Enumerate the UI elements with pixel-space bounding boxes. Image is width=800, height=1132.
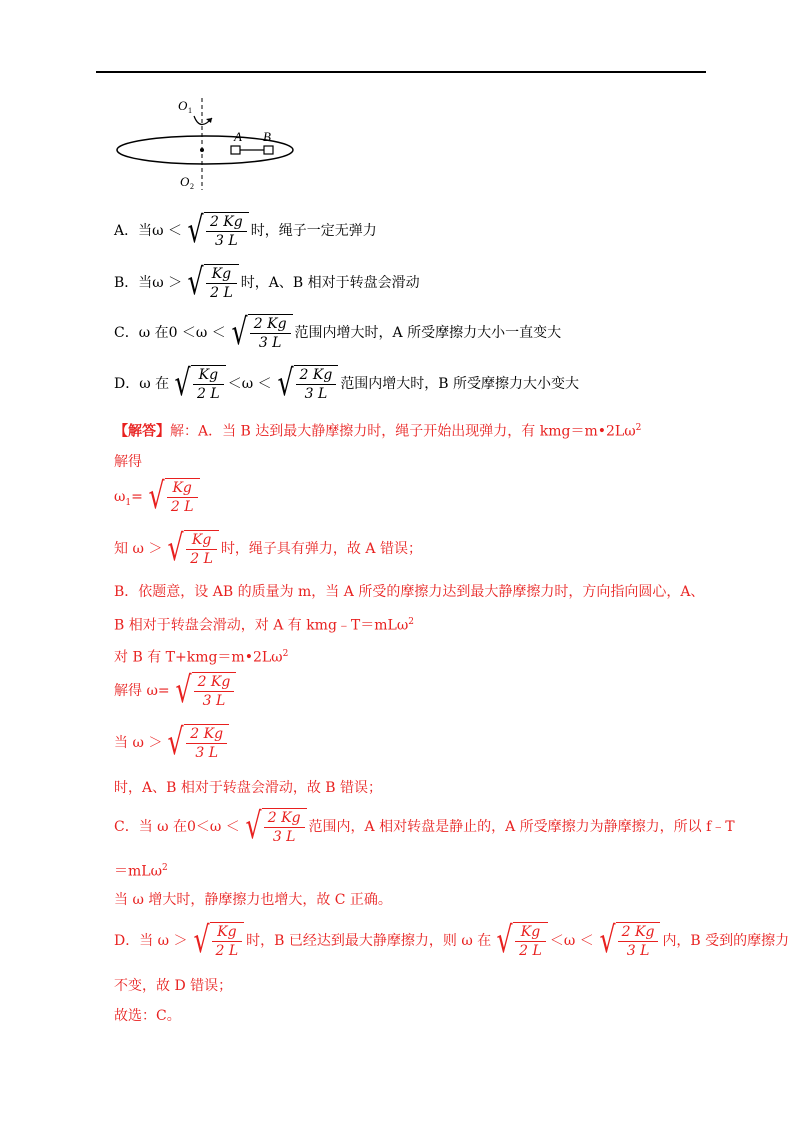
answer-text: 解：A．当 B 达到最大静摩擦力时，绳子开始出现弹力，有 kmg＝m•2Lω	[170, 423, 636, 440]
frac-num: Kg	[515, 923, 546, 942]
answer-tag: 【解答】	[114, 423, 170, 440]
label-b: B	[263, 129, 271, 144]
answer-text: ＝mLω	[114, 863, 162, 880]
answer-line-12	[114, 858, 168, 882]
answer-line-15	[114, 976, 232, 996]
answer-text: 内，B 受到的摩擦力	[662, 933, 790, 949]
sqrt-icon: √ $\frac{2 Kg}{3 L}$	[228, 314, 293, 352]
header-rule	[96, 71, 706, 73]
frac-num: 2 Kg	[206, 213, 247, 232]
frac-den: 3 L	[272, 829, 296, 845]
frac-den: 3 L	[258, 335, 282, 351]
answer-text: 解得 ω=	[114, 683, 170, 699]
answer-text: 对 B 有 T+kmg＝m•2Lω	[114, 649, 283, 666]
option-d-middle: ＜ω ＜	[227, 376, 272, 392]
frac-num: 2 Kg	[296, 366, 337, 385]
answer-line-14	[114, 922, 789, 960]
block-a	[231, 146, 240, 154]
frac-num: 2 Kg	[186, 725, 227, 744]
answer-text: 当 ω 增大时，静摩擦力也增大，故 C 正确。	[114, 892, 392, 908]
frac-num: 2 Kg	[194, 673, 235, 692]
sqrt-icon: √ $\frac{2 Kg}{3 L}$	[274, 365, 339, 403]
option-c-suffix: 范围内增大时，A 所受摩擦力大小一直变大	[294, 325, 562, 341]
answer-text: B 相对于转盘会滑动，对 A 有 kmg﹣T＝mLω	[114, 617, 409, 634]
superscript: 2	[635, 423, 642, 433]
block-b	[264, 146, 273, 154]
axis-center-dot	[200, 148, 204, 152]
answer-text: 知 ω ＞	[114, 541, 163, 557]
answer-line-9	[114, 724, 231, 762]
sqrt-icon: √ $\frac{Kg}{2 L}$	[164, 530, 219, 568]
option-b	[114, 264, 420, 302]
superscript: 2	[282, 649, 289, 659]
sqrt-icon: √ $\frac{2 Kg}{3 L}$	[596, 922, 661, 960]
sqrt-icon: √ $\frac{Kg}{2 L}$	[493, 922, 548, 960]
answer-text: 不变，故 D 错误；	[114, 978, 233, 994]
answer-text: 解得	[114, 454, 142, 470]
subscript: 1	[125, 497, 132, 508]
answer-text: D．当 ω ＞	[114, 933, 188, 949]
answer-text: 故选：C。	[114, 1008, 181, 1024]
option-a-prefix: A．当ω ＜	[114, 223, 182, 239]
label-o1: O	[178, 98, 188, 113]
option-c	[114, 314, 561, 352]
frac-num: Kg	[212, 923, 243, 942]
option-b-suffix: 时，A、B 相对于转盘会滑动	[240, 275, 420, 291]
frac-num: Kg	[193, 366, 224, 385]
option-d	[114, 365, 579, 403]
answer-line-4	[114, 530, 422, 568]
answer-text: 时，绳子具有弹力，故 A 错误；	[220, 541, 422, 557]
equals-sign: =	[131, 489, 143, 505]
answer-text: 范围内，A 相对转盘是静止的，A 所受摩擦力为静摩擦力，所以 f﹣T	[308, 819, 735, 835]
answer-line-2	[114, 452, 142, 472]
superscript: 2	[162, 863, 168, 873]
answer-line-6	[114, 612, 414, 636]
option-a-suffix: 时，绳子一定无弹力	[250, 223, 377, 239]
frac-den: 2 L	[210, 285, 233, 301]
label-a: A	[234, 129, 242, 144]
answer-line-3	[114, 478, 202, 516]
turntable-figure	[110, 92, 310, 192]
sqrt-icon: √ $\frac{2 Kg}{3 L}$	[184, 212, 249, 250]
option-d-prefix: D．ω 在	[114, 376, 170, 392]
answer-line-8	[114, 672, 238, 710]
frac-den: 2 L	[197, 386, 220, 402]
frac-den: 3 L	[304, 386, 328, 402]
answer-text: 时，A、B 相对于转盘会滑动，故 B 错误；	[114, 780, 383, 796]
answer-line-13	[114, 890, 392, 910]
sqrt-icon: √ $\frac{Kg}{2 L}$	[184, 264, 239, 302]
answer-line-1	[114, 418, 641, 442]
frac-den: 3 L	[195, 745, 218, 761]
answer-line-16	[114, 1006, 181, 1026]
label-o2-sub: 2	[190, 182, 194, 191]
frac-num: Kg	[186, 531, 217, 550]
sqrt-icon: √ $\frac{Kg}{2 L}$	[171, 365, 226, 403]
answer-line-10	[114, 778, 382, 798]
frac-den: 3 L	[215, 233, 238, 249]
option-a	[114, 212, 377, 250]
option-d-suffix: 范围内增大时，B 所受摩擦力大小变大	[340, 376, 580, 392]
frac-den: 2 L	[519, 943, 542, 959]
answer-line-11	[114, 808, 735, 846]
frac-num: Kg	[167, 479, 198, 498]
answer-text: ＜ω ＜	[549, 933, 594, 949]
frac-den: 2 L	[170, 499, 194, 515]
sqrt-icon: √ $\frac{2 Kg}{3 L}$	[172, 672, 237, 710]
omega-symbol: ω	[114, 489, 126, 505]
frac-den: 3 L	[202, 693, 226, 709]
answer-text: 当 ω ＞	[114, 735, 163, 751]
frac-den: 2 L	[215, 943, 239, 959]
label-o2: O	[180, 174, 190, 189]
sqrt-icon: √ $\frac{Kg}{2 L}$	[190, 922, 245, 960]
answer-text: C．当 ω 在0＜ω ＜	[114, 819, 240, 835]
frac-num: Kg	[206, 265, 237, 284]
sqrt-icon: √ $\frac{Kg}{2 L}$	[145, 478, 200, 516]
frac-num: 2 Kg	[618, 923, 659, 942]
sqrt-icon: √ $\frac{2 Kg}{3 L}$	[242, 808, 307, 846]
frac-den: 2 L	[190, 551, 213, 567]
superscript: 2	[408, 617, 414, 627]
answer-text: B．依题意，设 AB 的质量为 m，当 A 所受的摩擦力达到最大静摩擦力时，方向指向圆心，A、	[114, 584, 705, 600]
frac-num: 2 Kg	[264, 809, 305, 828]
frac-num: 2 Kg	[250, 315, 291, 334]
option-c-prefix: C．ω 在0 ＜ω ＜	[114, 325, 226, 341]
answer-line-7	[114, 644, 288, 668]
answer-text: 时，B 已经达到最大静摩擦力，则 ω 在	[246, 933, 492, 949]
label-o1-sub: 1	[188, 106, 192, 115]
frac-den: 3 L	[626, 943, 650, 959]
answer-line-5	[114, 582, 704, 602]
sqrt-icon: √ $\frac{2 Kg}{3 L}$	[164, 724, 229, 762]
option-b-prefix: B．当ω ＞	[114, 275, 183, 291]
